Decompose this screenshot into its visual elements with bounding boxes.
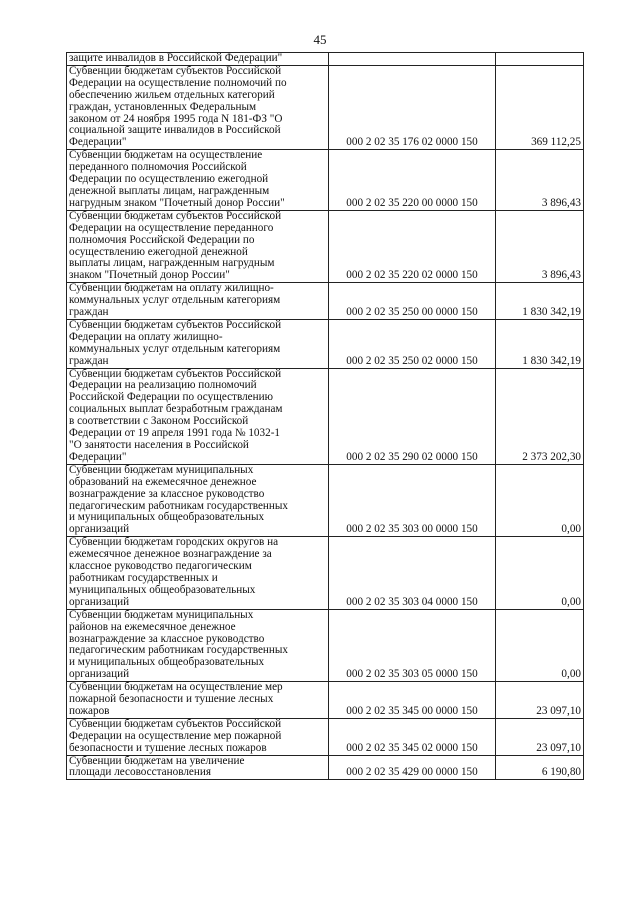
row-description-cell xyxy=(67,718,329,755)
row-budget-code: 000 2 02 35 303 04 0000 150 xyxy=(329,537,496,609)
row-description-cell xyxy=(67,464,329,536)
row-description-cell xyxy=(67,150,329,211)
table-row xyxy=(67,755,584,780)
table-row xyxy=(67,609,584,681)
row-amount: 2 373 202,30 xyxy=(496,368,584,464)
row-description-cell xyxy=(67,537,329,609)
row-description-cell xyxy=(67,65,329,149)
row-amount: 1 830 342,19 xyxy=(496,283,584,320)
row-amount: 3 896,43 xyxy=(496,210,584,282)
row-description: Субвенции бюджетам городских округов на ежемесячное денежное вознаграждение за классное руководство педагогическим работникам государственных и муниципальных общеобразовательных организаций xyxy=(69,536,279,608)
row-budget-code: 000 2 02 35 429 00 0000 150 xyxy=(329,755,496,780)
table-row xyxy=(67,718,584,755)
table-row xyxy=(67,283,584,320)
row-budget-code xyxy=(329,53,496,66)
table-row xyxy=(67,537,584,609)
row-amount: 23 097,10 xyxy=(496,682,584,719)
row-description-cell xyxy=(67,283,329,320)
row-amount: 369 112,25 xyxy=(496,65,584,149)
page-number: 45 xyxy=(313,32,327,47)
row-amount: 1 830 342,19 xyxy=(496,319,584,368)
table-row xyxy=(67,319,584,368)
row-description: Субвенции бюджетам субъектов Российской Федерации на осуществление мер пожарной безопасности и тушение лесных пожаров xyxy=(69,718,282,754)
row-amount: 6 190,80 xyxy=(496,755,584,780)
table-row xyxy=(67,682,584,719)
table-row xyxy=(67,53,584,66)
row-description: Субвенции бюджетам на оплату жилищно- коммунальных услуг отдельным категориям граждан xyxy=(69,282,281,319)
row-budget-code: 000 2 02 35 303 00 0000 150 xyxy=(329,464,496,536)
row-description: Субвенции бюджетам субъектов Российской Федерации на осуществление полномочий по обеспечению жильем отдельных категорий граждан, установленных Федеральным законом от 24 ноября 1995 года N 181-ФЗ "О социальной защите инвалидов в Российской Федерации" xyxy=(69,65,287,149)
row-description: Субвенции бюджетам на осуществление переданного полномочия Российской Федерации по осуществлению ежегодной денежной выплаты лицам, награжденным нагрудным знаком "Почетный донор России" xyxy=(69,149,285,209)
table-row xyxy=(67,65,584,149)
row-description-cell xyxy=(67,53,329,66)
row-budget-code: 000 2 02 35 290 02 0000 150 xyxy=(329,368,496,464)
row-amount: 3 896,43 xyxy=(496,150,584,211)
row-description: Субвенции бюджетам на увеличение площади лесовосстановления xyxy=(69,755,245,779)
row-budget-code: 000 2 02 35 176 02 0000 150 xyxy=(329,65,496,149)
row-amount: 0,00 xyxy=(496,609,584,681)
row-description-cell xyxy=(67,682,329,719)
row-budget-code: 000 2 02 35 345 00 0000 150 xyxy=(329,682,496,719)
row-description-cell xyxy=(67,755,329,780)
row-amount: 0,00 xyxy=(496,464,584,536)
row-amount: 0,00 xyxy=(496,537,584,609)
row-amount xyxy=(496,53,584,66)
row-amount: 23 097,10 xyxy=(496,718,584,755)
row-budget-code: 000 2 02 35 220 02 0000 150 xyxy=(329,210,496,282)
row-description: Субвенции бюджетам на осуществление мер пожарной безопасности и тушение лесных пожаров xyxy=(69,681,283,717)
table-row xyxy=(67,210,584,282)
row-description: Субвенции бюджетам субъектов Российской Федерации на оплату жилищно- коммунальных услуг отдельным категориям граждан xyxy=(69,319,282,367)
row-description: Субвенции бюджетам муниципальных образований на ежемесячное денежное вознаграждение за классное руководство педагогическим работникам государственных и муниципальных общеобразовательных организаций xyxy=(69,464,289,536)
budget-table-body xyxy=(67,53,584,780)
row-description: Субвенции бюджетам субъектов Российской Федерации на осуществление переданного полномочия Российской Федерации по осуществлению ежегодной денежной выплаты лицам, награжденным нагрудным знаком "Почетный донор России" xyxy=(69,210,282,282)
budget-table xyxy=(66,52,584,780)
row-description: защите инвалидов в Российской Федерации" xyxy=(69,52,283,64)
row-description-cell xyxy=(67,210,329,282)
row-budget-code: 000 2 02 35 345 02 0000 150 xyxy=(329,718,496,755)
table-row xyxy=(67,150,584,211)
row-budget-code: 000 2 02 35 303 05 0000 150 xyxy=(329,609,496,681)
table-row xyxy=(67,464,584,536)
row-budget-code: 000 2 02 35 250 02 0000 150 xyxy=(329,319,496,368)
row-description: Субвенции бюджетам муниципальных районов на ежемесячное денежное вознаграждение за классное руководство педагогическим работникам государственных и муниципальных общеобразовательных организаций xyxy=(69,609,289,681)
row-budget-code: 000 2 02 35 220 00 0000 150 xyxy=(329,150,496,211)
row-budget-code: 000 2 02 35 250 00 0000 150 xyxy=(329,283,496,320)
row-description: Субвенции бюджетам субъектов Российской Федерации на реализацию полномочий Российской Федерации по осуществлению социальных выплат безработным гражданам в соответствии с Законом Российской Федерации от 19 апреля 1991 года № 1032-1 "О занятости населения в Российской Федерации" xyxy=(69,368,283,463)
row-description-cell xyxy=(67,609,329,681)
table-row xyxy=(67,368,584,464)
row-description-cell xyxy=(67,368,329,464)
row-description-cell xyxy=(67,319,329,368)
